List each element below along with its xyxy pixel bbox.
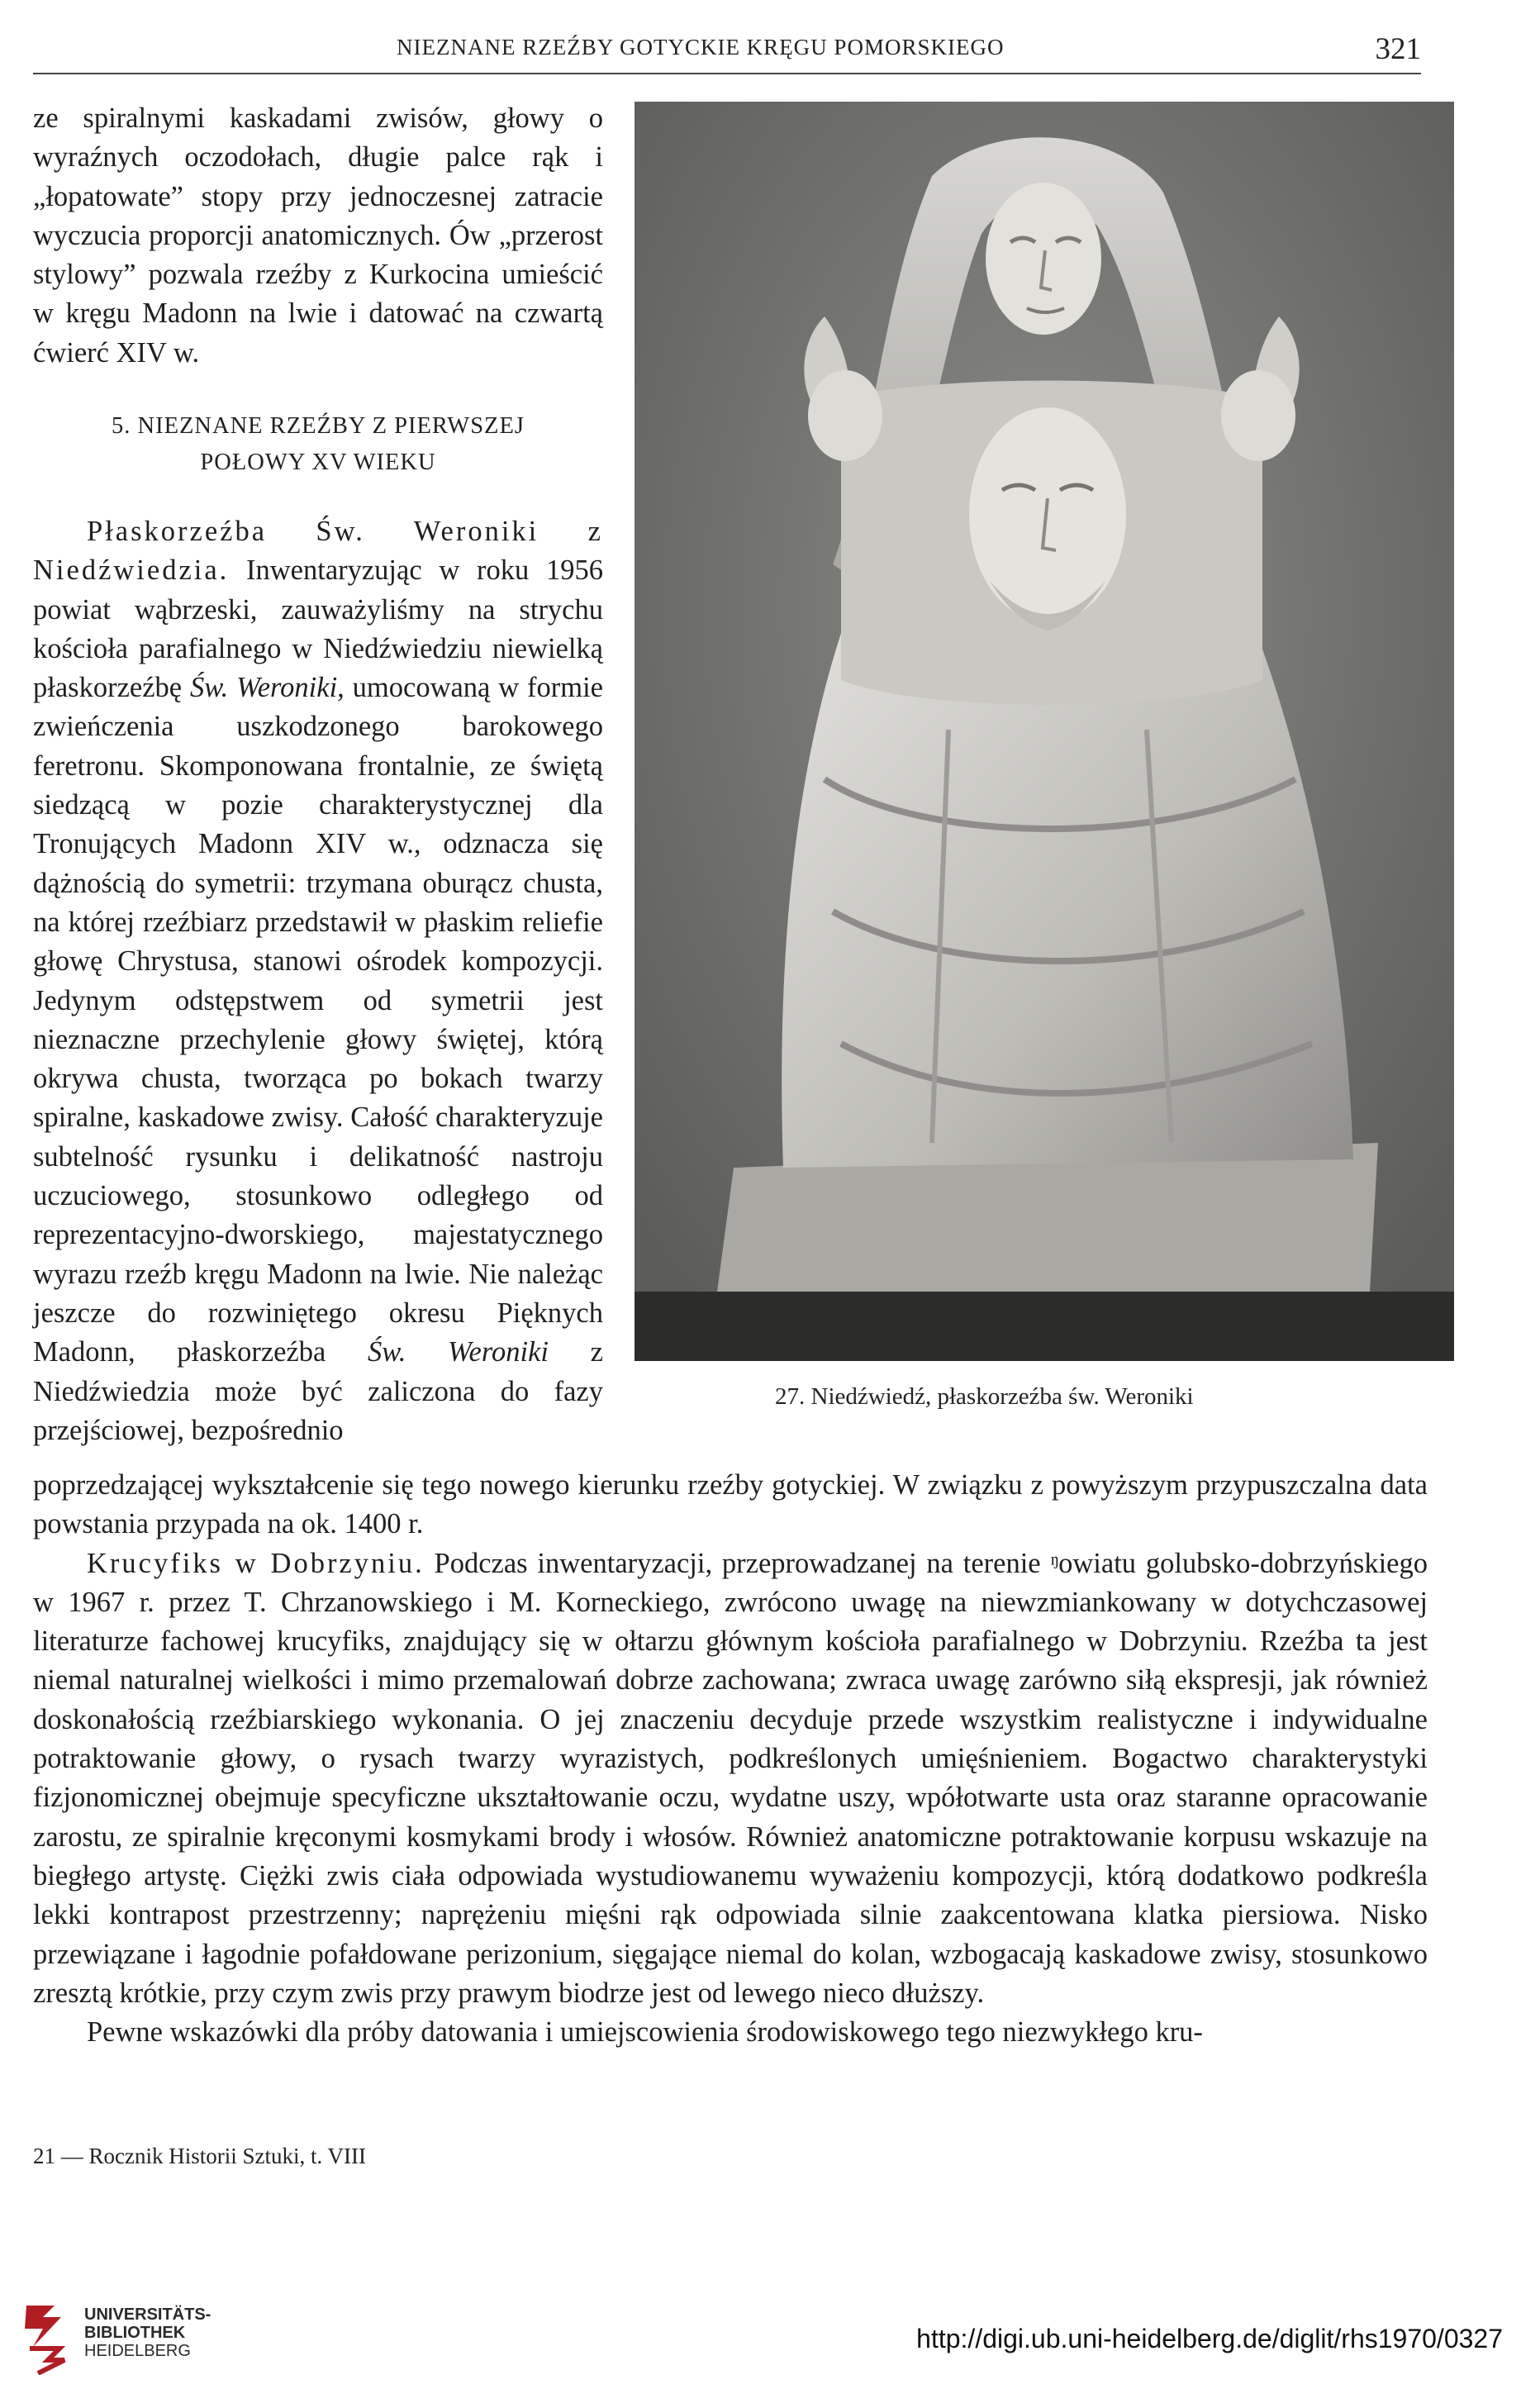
library-name — [84, 2306, 211, 2360]
library-name-line-1: UNIVERSITÄTS- — [84, 2306, 212, 2324]
running-title: NIEZNANE RZEŹBY GOTYCKIE KRĘGU POMORSKIEGO — [397, 35, 1005, 59]
sculpture-illustration — [635, 102, 1454, 1361]
library-name-line-3: HEIDELBERG — [84, 2342, 191, 2360]
last-paragraph: Pewne wskazówki dla próby datowania i umiejscowienia środowiskowego tego niezwykłego kru- — [87, 2016, 1203, 2049]
full-width-text — [33, 1466, 1428, 2052]
section-heading-line-1: 5. NIEZNANE RZEŹBY Z PIERWSZEJ — [112, 413, 525, 439]
weronika-text-1: Inwentaryzując w roku 1956 powiat wąbrzeski, zauważyliśmy na strychu kościoła parafialnego w Niedźwiedziu niewielką płaskorzeźbę — [33, 554, 603, 704]
weronika-text-2: umocowaną w formie zwieńczenia uszkodzonego barokowego feretronu. Skomponowana frontalnie, ze świętą siedzącą w pozie charakterystycznej dla Tronujących Madonn XIV w., odznacza się dążnością do symetrii: trzymana oburącz chusta, na której rzeźbiarz przedstawił w płaskim reliefie głowę Chrystusa, stanowi ośrodek kompozycji. Jedynym odstępstwem od symetrii jest nieznaczne przechylenie głowy świętej, którą okrywa chusta, tworząca po bokach twarzy spiralne, kaskadowe zwisy. Całość charakteryzuje subtelność rysunku i delikatność nastroju uczuciowego, stosunkowo odległego od reprezentacyjno-dworskiego, majestatycznego wyrazu rzeźb kręgu Madonn na lwie. Nie należąc jeszcze do rozwiniętego okresu Pięknych Madonn, płaskorzeźba — [33, 672, 603, 1368]
weronika-paragraph — [33, 512, 603, 1450]
source-url-link[interactable]: http://digi.ub.uni-heidelberg.de/diglit/rhs1970/0327 — [916, 2324, 1503, 2353]
section-heading-line-2: POŁOWY XV WIEKU — [200, 450, 436, 475]
section-heading — [50, 408, 587, 481]
weronika-italic-2: Św. Weroniki — [368, 1336, 549, 1368]
weronika-continuation: poprzedzającej wykształcenie się tego nowego kierunku rzeźby gotyckiej. W związku z powyższym przypuszczalna data powstania przypada na ok. 1400 r. — [33, 1469, 1428, 1540]
page-signature: 21 — Rocznik Historii Sztuki, t. VIII — [33, 2144, 366, 2168]
figure-caption: 27. Niedźwiedź, płaskorzeźba św. Weroniki — [775, 1383, 1194, 1410]
krucyfiks-text: Podczas inwentaryzacji, przeprowadzanej na terenie ᵑowiatu golubsko-dobrzyńskiego w 1967 r. przez T. Chrzanowskiego i M. Korneckiego, zwrócono uwagę na niewzmiankowany w dotychczasowej literaturze fachowej krucyfiks, znajdujący się w ołtarzu głównym kościoła parafialnego w Dobrzyniu. Rzeźba ta jest niemal naturalnej wielkości i mimo przemalowań dobrze zachowana; zwraca uwagę zarówno siłą ekspresji, jak również doskonałością rzeźbiarskiego wykonania. O jej znaczeniu decyduje przede wszystkim realistyczne i indywidualne potraktowanie głowy, o rysach twarzy wyrazistych, podkreślonych umięśnieniem. Bogactwo charakterystyki fizjonomicznej obejmuje specyficzne ukształtowanie oczu, wydatne uszy, wpółotwarte usta oraz staranne opracowanie zarostu, ze spiralnie kręconymi kosmykami brody i włosów. Również anatomiczne potraktowanie korpusu wskazuje na biegłego artystę. Ciężki zwis ciała odpowiada wystudiowanemu wyważeniu kompozycji, którą dodatkowo podkreśla lekki kontrapost przestrzenny; naprężeniu mięśni rąk odpowiada silnie zaakcentowana klatka piersiowa. Nisko przewiązane i łagodnie pofałdowane perizonium, sięgające niemal do kolan, wzbogacają kaskadowe zwisy, stosunkowo zresztą krótkie, przy czym zwis przy prawym biodrze jest od lewego nieco dłuższy. — [33, 1547, 1428, 2009]
library-logo-icon — [18, 2299, 71, 2375]
page-number: 321 — [1375, 32, 1421, 66]
krucyfiks-lead: Krucyfiks w Dobrzyniu. — [87, 1547, 425, 1579]
intro-paragraph: ze spiralnymi kaskadami zwisów, głowy o wyraźnych oczodołach, długie palce rąk i „łopatowate” stopy przy jednoczesnej zatracie wyczucia proporcji anatomicznych. Ów „przerost stylowy” pozwala rzeźby z Kurkocina umieścić w kręgu Madonn na lwie i datować na czwartą ćwierć XIV w. — [33, 102, 603, 369]
sculpture-photograph — [635, 102, 1454, 1361]
intro-column — [33, 99, 603, 373]
weronika-column — [33, 512, 603, 1450]
krucyfiks-paragraph — [33, 1544, 1428, 2014]
weronika-text-3: z Niedźwiedzia może być zaliczona do fazy przejściowej, bezpośrednio — [33, 1336, 603, 1446]
weronika-lead: Płaskorzeźba Św. Weroniki z Niedźwiedzia. — [33, 516, 603, 587]
library-name-line-2: BIBLIOTHEK — [84, 2324, 186, 2342]
running-header — [33, 31, 1421, 74]
weronika-italic-1: Św. Weroniki, — [189, 672, 345, 704]
